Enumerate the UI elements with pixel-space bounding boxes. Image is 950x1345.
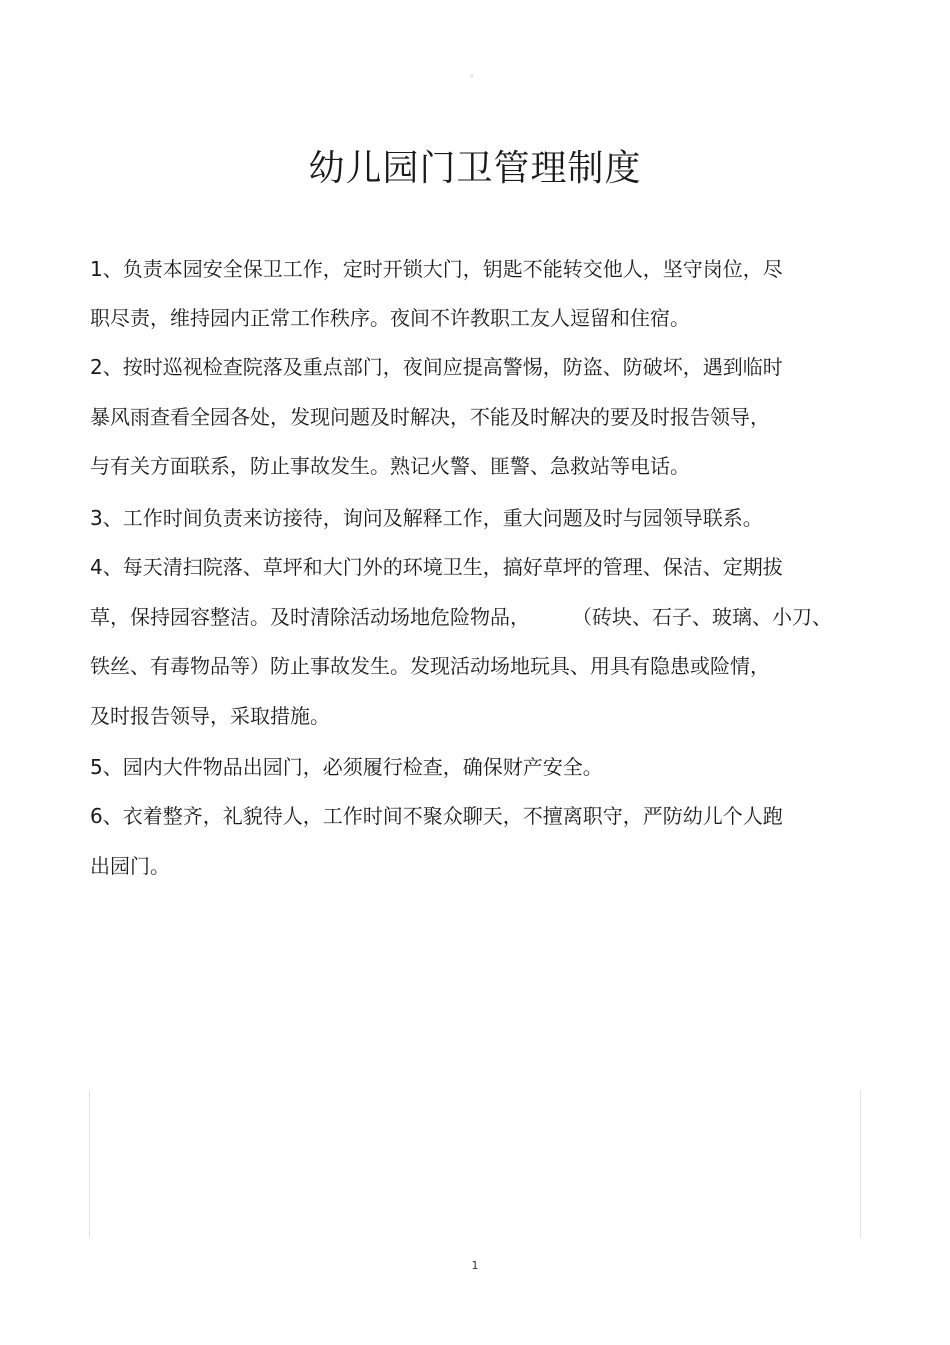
paragraph-line: 5、园内大件物品出园门，必须履行检查，确保财产安全。 (90, 755, 603, 779)
paragraph-line-part: 草，保持园容整洁。及时清除活动场地危险物品， (90, 605, 530, 629)
header-mark: 。 (470, 69, 480, 79)
paragraph-line: 1、负责本园安全保卫工作，定时开锁大门，钥匙不能转交他人，坚守岗位，尽 (90, 257, 783, 281)
frame-right-border (860, 1090, 861, 1238)
document-title: 幼儿园门卫管理制度 (308, 148, 642, 189)
paragraph-line: 及时报告领导，采取措施。 (90, 704, 330, 728)
paragraph-line: 出园门。 (90, 854, 170, 878)
paragraph-line (90, 603, 832, 631)
paragraph-line: 3、工作时间负责来访接待，询问及解释工作，重大问题及时与园领导联系。 (90, 506, 763, 530)
frame-left-border (89, 1090, 90, 1238)
paragraph-line: 与有关方面联系，防止事故发生。熟记火警、匪警、急救站等电话。 (90, 454, 690, 478)
paragraph-line-part: （砖块、石子、玻璃、小刀、 (572, 605, 832, 629)
paragraph-line: 6、衣着整齐，礼貌待人，工作时间不聚众聊天，不擅离职守，严防幼儿个人跑 (90, 804, 783, 828)
paragraph-line: 铁丝、有毒物品等）防止事故发生。发现活动场地玩具、用具有隐患或险情， (90, 654, 770, 678)
page-number: 1 (471, 1259, 479, 1272)
paragraph-line: 职尽责，维持园内正常工作秩序。夜间不许教职工友人逗留和住宿。 (90, 306, 690, 330)
paragraph-line: 2、按时巡视检查院落及重点部门，夜间应提高警惕，防盗、防破坏，遇到临时 (90, 355, 783, 379)
paragraph-line: 4、每天清扫院落、草坪和大门外的环境卫生，搞好草坪的管理、保洁、定期拔 (90, 555, 783, 579)
paragraph-line: 暴风雨查看全园各处，发现问题及时解决，不能及时解决的要及时报告领导， (90, 405, 770, 429)
